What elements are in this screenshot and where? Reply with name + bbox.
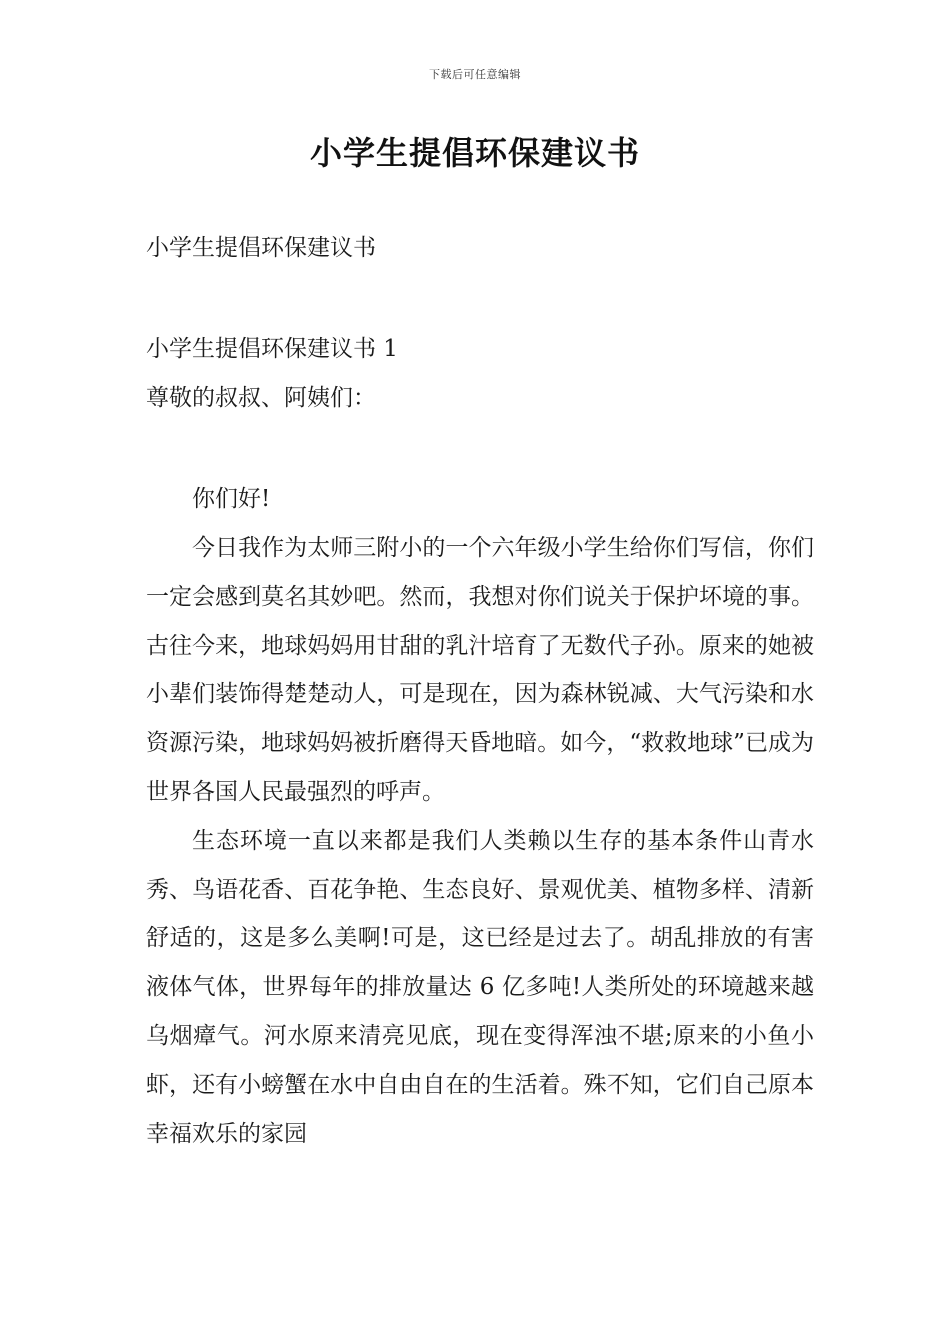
paragraph-1: 今日我作为太师三附小的一个六年级小学生给你们写信，你们一定会感到莫名其妙吧。然而，我想对你们说关于保护坏境的事。古往今来，地球妈妈用甘甜的乳汁培育了无数代子孙。原来的她被小辈们装饰得楚楚动人，可是现在，因为森林锐减、大气污染和水资源污染，地球妈妈被折磨得天昏地暗。如今，“救救地球”已成为世界各国人民最强烈的呼声。 [146, 535, 814, 805]
salutation: 尊敬的叔叔、阿姨们： [146, 385, 376, 411]
section-heading: 小学生提倡环保建议书 1 [146, 336, 398, 362]
paragraph-2: 生态环境一直以来都是我们人类赖以生存的基本条件山青水秀、鸟语花香、百花争艳、生态良好、景观优美、植物多样、清新舒适的，这是多么美啊!可是，这已经是过去了。胡乱排放的有害液体气体，世界每年的排放量达 6 亿多吨!人类所处的环境越来越乌烟瘴气。河水原来清亮见底，现在变得浑浊不堪;原来的小鱼小虾，还有小螃蟹在水中自由自在的生活着。殊不知，它们自己原本幸福欢乐的家园 [146, 827, 814, 1147]
document-subtitle: 小学生提倡环保建议书 [146, 235, 376, 261]
greeting: 你们好! [192, 486, 271, 512]
header-note: 下载后可任意编辑 [429, 68, 521, 81]
letter-body [146, 524, 814, 1158]
document-title: 小学生提倡环保建议书 [309, 134, 640, 172]
